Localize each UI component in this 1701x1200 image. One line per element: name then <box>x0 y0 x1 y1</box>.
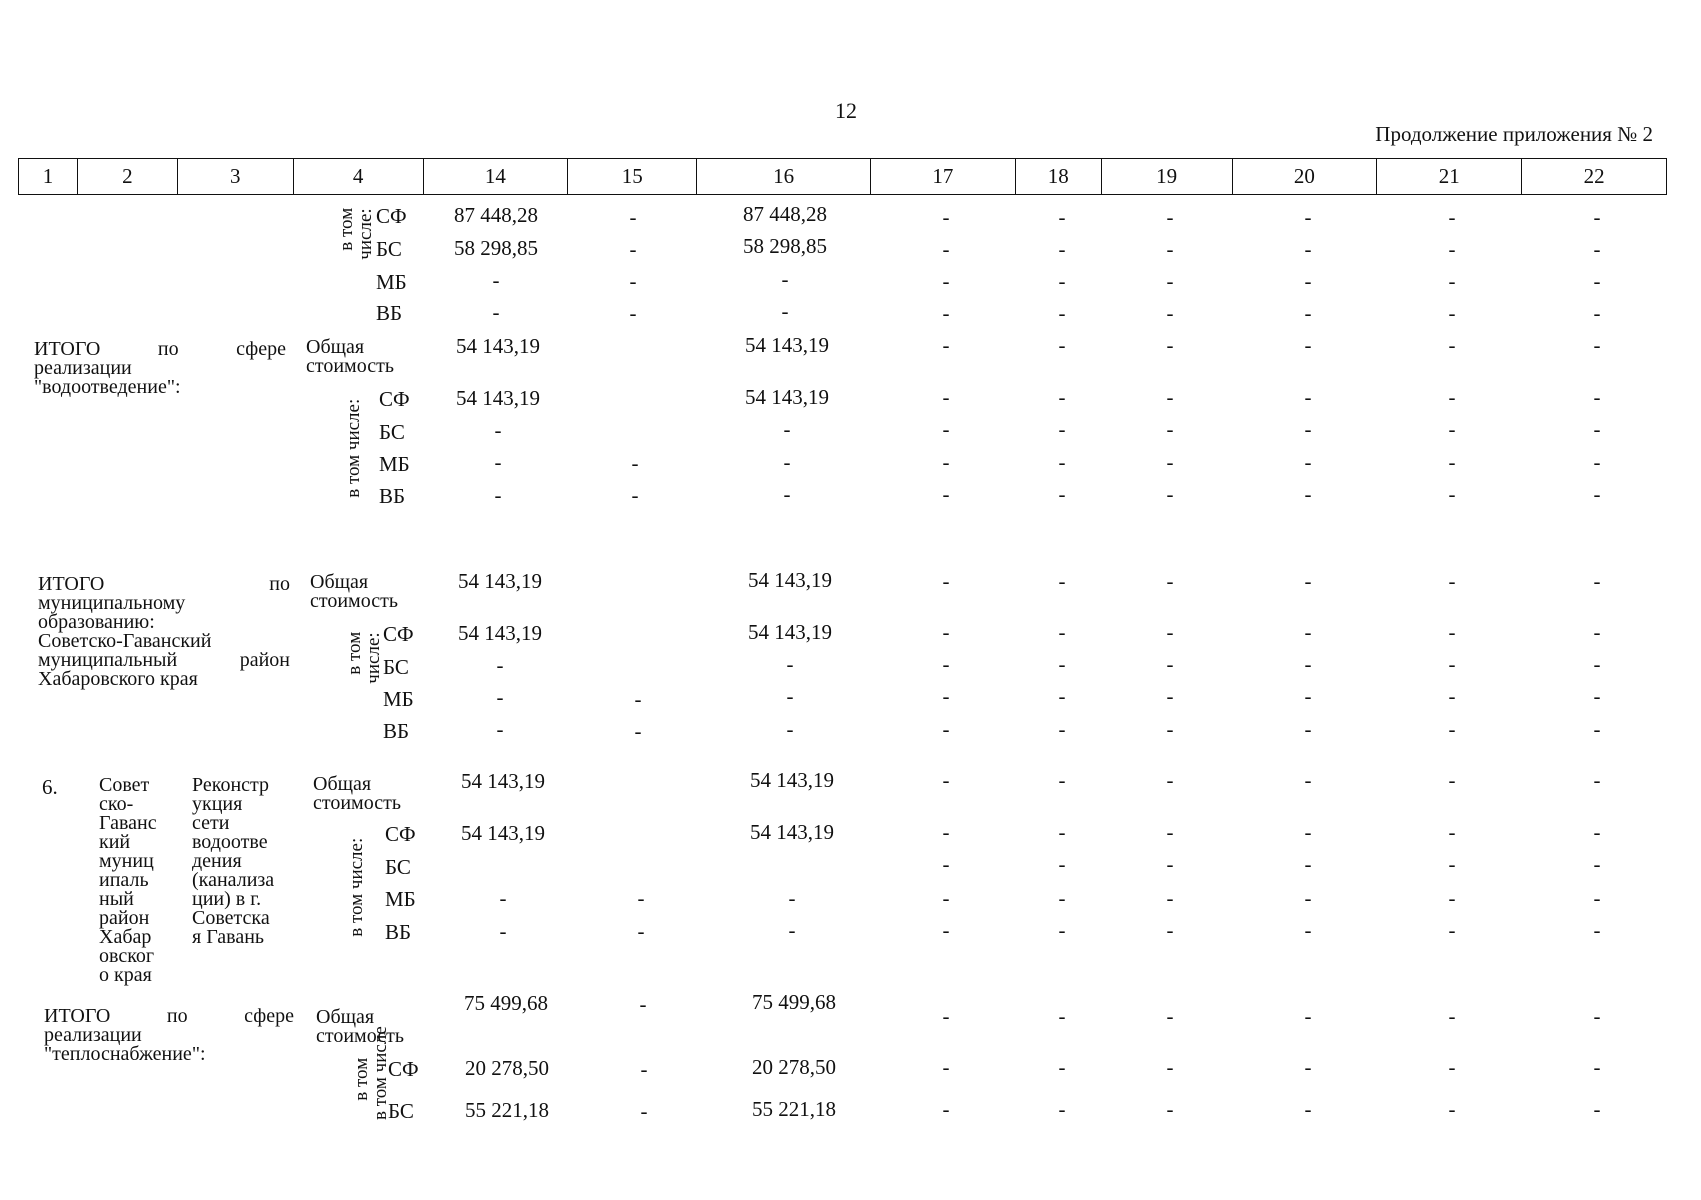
cell-dash: - <box>1448 569 1456 593</box>
incl-vertical-label: в том числе: <box>336 207 376 260</box>
header-cell: 1 <box>19 159 78 194</box>
cell-dash: - <box>1166 205 1174 229</box>
cell-dash: - <box>1058 1004 1066 1028</box>
cell-dash: - <box>942 1004 950 1028</box>
cell-dash: - <box>631 483 639 507</box>
cell-dash: - <box>640 1057 648 1081</box>
fund-label-vb: ВБ <box>379 484 406 508</box>
fund-label-vb: ВБ <box>376 301 403 325</box>
cell-dash: - <box>942 918 950 942</box>
cell-dash: - <box>1448 1055 1456 1079</box>
section-label-water-disposal: ИТОГО по сфере реализации "водоотведение": <box>34 338 286 398</box>
cell-dash: - <box>1058 684 1066 708</box>
cell-dash: - <box>637 919 645 943</box>
cell-dash: - <box>1593 569 1601 593</box>
cell-dash: - <box>1058 717 1066 741</box>
cell-dash: - <box>1448 482 1456 506</box>
cell-dash: - <box>942 820 950 844</box>
cell-dash: - <box>1593 918 1601 942</box>
cell-dash: - <box>1166 852 1174 876</box>
cell-dash: - <box>788 918 796 942</box>
appendix-title: Продолжение приложения № 2 <box>1375 122 1653 146</box>
cell-dash: - <box>1166 569 1174 593</box>
fund-label-mb: МБ <box>383 687 414 711</box>
cell-dash: - <box>1448 918 1456 942</box>
cell-dash: - <box>1304 385 1312 409</box>
cell-value: 54 143,19 <box>745 385 829 409</box>
fund-label-bs: БС <box>379 420 405 444</box>
cell-value: 54 143,19 <box>748 568 832 592</box>
fund-label-mb: МБ <box>385 887 416 911</box>
cell-dash: - <box>942 301 950 325</box>
section-label-municipal: ИТОГО по муниципальному образованию: Советско-Гаванский муниципальный район Хабаровского края <box>38 573 290 690</box>
fund-label-sf: СФ <box>388 1057 419 1081</box>
cell-dash: - <box>1304 1097 1312 1121</box>
cell-value: 20 278,50 <box>465 1056 549 1080</box>
cell-dash: - <box>942 852 950 876</box>
cell-dash: - <box>942 620 950 644</box>
cell-dash: - <box>942 269 950 293</box>
cell-dash: - <box>1058 1055 1066 1079</box>
cell-dash: - <box>942 1097 950 1121</box>
cell-value: 75 499,68 <box>752 990 836 1014</box>
cell-dash: - <box>639 992 647 1016</box>
cell-dash: - <box>1166 450 1174 474</box>
cell-dash: - <box>783 417 791 441</box>
cell-dash: - <box>1166 652 1174 676</box>
cell-dash: - <box>1593 1097 1601 1121</box>
cell-dash: - <box>1448 450 1456 474</box>
cell-dash: - <box>1448 652 1456 676</box>
item-project-name: Реконстр укция сети водоотве дения (канализа ции) в г. Советска я Гавань <box>192 774 275 948</box>
cell-dash: - <box>492 300 500 324</box>
cell-dash: - <box>1304 333 1312 357</box>
cell-dash: - <box>629 301 637 325</box>
cell-dash: - <box>942 417 950 441</box>
cell-value: 54 143,19 <box>458 569 542 593</box>
incl-vertical-label: в том числе: <box>344 631 384 684</box>
cell-value: 87 448,28 <box>743 202 827 226</box>
cell-value: 55 221,18 <box>465 1098 549 1122</box>
cell-dash: - <box>1304 450 1312 474</box>
cell-dash: - <box>1166 417 1174 441</box>
cell-dash: - <box>1058 620 1066 644</box>
total-cost-label: Общая стоимость <box>316 1006 404 1047</box>
total-cost-label: Общая стоимость <box>310 571 398 612</box>
cell-dash: - <box>942 717 950 741</box>
cell-dash: - <box>781 267 789 291</box>
header-cell: 14 <box>424 159 569 194</box>
cell-dash: - <box>942 768 950 792</box>
cell-dash: - <box>1593 333 1601 357</box>
cell-dash: - <box>1304 820 1312 844</box>
cell-dash: - <box>786 652 794 676</box>
cell-dash: - <box>629 237 637 261</box>
header-cell: 2 <box>78 159 178 194</box>
section-label-heat-supply: ИТОГО по сфере реализации "теплоснабжение": <box>44 1005 294 1065</box>
cell-dash: - <box>1166 820 1174 844</box>
cell-dash: - <box>1448 620 1456 644</box>
cell-dash: - <box>1304 886 1312 910</box>
cell-dash: - <box>1058 918 1066 942</box>
cell-dash: - <box>1448 886 1456 910</box>
cell-dash: - <box>942 205 950 229</box>
header-cell: 15 <box>568 159 697 194</box>
cell-dash: - <box>1058 482 1066 506</box>
cell-dash: - <box>1593 717 1601 741</box>
cell-dash: - <box>942 652 950 676</box>
cell-dash: - <box>1058 886 1066 910</box>
fund-label-sf: СФ <box>383 622 414 646</box>
cell-dash: - <box>1593 482 1601 506</box>
cell-value: 54 143,19 <box>461 769 545 793</box>
cell-dash: - <box>1304 652 1312 676</box>
cell-dash: - <box>786 684 794 708</box>
cell-dash: - <box>1448 301 1456 325</box>
cell-dash: - <box>1448 820 1456 844</box>
cell-dash: - <box>1058 301 1066 325</box>
cell-dash: - <box>1448 852 1456 876</box>
cell-dash: - <box>1166 1004 1174 1028</box>
cell-dash: - <box>637 886 645 910</box>
table-header-row <box>18 158 1667 195</box>
incl-vertical-label: в том в том числе <box>351 1026 391 1120</box>
cell-dash: - <box>1448 237 1456 261</box>
cell-dash: - <box>1058 417 1066 441</box>
cell-dash: - <box>1304 768 1312 792</box>
cell-dash: - <box>640 1099 648 1123</box>
cell-dash: - <box>494 418 502 442</box>
fund-label-sf: СФ <box>385 822 416 846</box>
cell-dash: - <box>629 205 637 229</box>
cell-dash: - <box>781 299 789 323</box>
cell-dash: - <box>1304 918 1312 942</box>
cell-value: 54 143,19 <box>456 334 540 358</box>
cell-dash: - <box>1058 269 1066 293</box>
header-cell: 16 <box>697 159 871 194</box>
cell-dash: - <box>942 482 950 506</box>
cell-dash: - <box>496 685 504 709</box>
header-cell: 21 <box>1377 159 1522 194</box>
cell-dash: - <box>1304 684 1312 708</box>
total-cost-label: Общая стоимость <box>306 336 394 377</box>
item-municipality-name: Совет ско- Гаванс кий муниц ипаль ный район Хабар овског о края <box>99 774 157 986</box>
cell-dash: - <box>942 333 950 357</box>
incl-vertical-label: в том числе: <box>343 398 364 498</box>
fund-label-vb: ВБ <box>385 920 412 944</box>
cell-dash: - <box>499 886 507 910</box>
cell-value: 54 143,19 <box>456 386 540 410</box>
cell-dash: - <box>1304 852 1312 876</box>
cell-dash: - <box>1304 417 1312 441</box>
cell-dash: - <box>634 687 642 711</box>
cell-dash: - <box>1166 333 1174 357</box>
cell-dash: - <box>631 451 639 475</box>
cell-dash: - <box>1166 684 1174 708</box>
cell-dash: - <box>1166 385 1174 409</box>
fund-label-bs: БС <box>383 655 409 679</box>
cell-value: 54 143,19 <box>458 621 542 645</box>
cell-dash: - <box>499 919 507 943</box>
cell-dash: - <box>1304 237 1312 261</box>
cell-dash: - <box>629 269 637 293</box>
cell-dash: - <box>1058 569 1066 593</box>
cell-dash: - <box>1058 768 1066 792</box>
cell-dash: - <box>1304 569 1312 593</box>
cell-dash: - <box>942 684 950 708</box>
cell-dash: - <box>1593 1055 1601 1079</box>
cell-dash: - <box>1448 417 1456 441</box>
cell-dash: - <box>1448 1004 1456 1028</box>
cell-value: 55 221,18 <box>752 1097 836 1121</box>
cell-value: 54 143,19 <box>745 333 829 357</box>
cell-dash: - <box>783 450 791 474</box>
header-cell: 4 <box>294 159 424 194</box>
cell-dash: - <box>1058 450 1066 474</box>
cell-dash: - <box>1304 1055 1312 1079</box>
fund-label-vb: ВБ <box>383 719 410 743</box>
header-cell: 19 <box>1102 159 1233 194</box>
cell-dash: - <box>1593 385 1601 409</box>
cell-dash: - <box>1593 450 1601 474</box>
cell-dash: - <box>1166 768 1174 792</box>
cell-value: 58 298,85 <box>743 234 827 258</box>
cell-dash: - <box>634 719 642 743</box>
cell-dash: - <box>1166 1097 1174 1121</box>
cell-dash: - <box>1593 237 1601 261</box>
header-cell: 3 <box>178 159 294 194</box>
cell-dash: - <box>1304 482 1312 506</box>
cell-dash: - <box>1166 237 1174 261</box>
header-cell: 20 <box>1233 159 1378 194</box>
header-cell: 22 <box>1583 164 1605 188</box>
cell-dash: - <box>1448 1097 1456 1121</box>
cell-dash: - <box>1166 482 1174 506</box>
cell-dash: - <box>1058 237 1066 261</box>
cell-dash: - <box>1448 385 1456 409</box>
item-number: 6. <box>42 775 58 799</box>
cell-dash: - <box>1058 205 1066 229</box>
fund-label-bs: БС <box>385 855 411 879</box>
cell-dash: - <box>788 886 796 910</box>
cell-dash: - <box>1593 820 1601 844</box>
cell-dash: - <box>1593 620 1601 644</box>
cell-dash: - <box>1593 417 1601 441</box>
cell-dash: - <box>1448 269 1456 293</box>
header-cell: 18 <box>1016 159 1102 194</box>
cell-dash: - <box>1448 333 1456 357</box>
fund-label-sf: СФ <box>376 204 407 228</box>
cell-value: 20 278,50 <box>752 1055 836 1079</box>
fund-label-bs: БС <box>388 1099 414 1123</box>
cell-dash: - <box>1166 301 1174 325</box>
cell-dash: - <box>1166 620 1174 644</box>
cell-dash: - <box>786 717 794 741</box>
page-number: 12 <box>835 98 857 123</box>
incl-vertical-label: в том числе: <box>346 837 367 937</box>
header-cell: 17 <box>871 159 1016 194</box>
cell-dash: - <box>1448 768 1456 792</box>
cell-dash: - <box>942 886 950 910</box>
fund-label-bs: БС <box>376 237 402 261</box>
cell-dash: - <box>1166 918 1174 942</box>
cell-dash: - <box>942 450 950 474</box>
cell-value: 54 143,19 <box>750 768 834 792</box>
cell-dash: - <box>1166 886 1174 910</box>
cell-value: 54 143,19 <box>748 620 832 644</box>
fund-label-mb: МБ <box>376 270 407 294</box>
cell-dash: - <box>1058 652 1066 676</box>
cell-dash: - <box>942 385 950 409</box>
cell-dash: - <box>1166 269 1174 293</box>
cell-dash: - <box>494 483 502 507</box>
cell-dash: - <box>1304 269 1312 293</box>
cell-value: 58 298,85 <box>454 236 538 260</box>
cell-dash: - <box>1304 205 1312 229</box>
cell-dash: - <box>1058 385 1066 409</box>
cell-dash: - <box>1058 852 1066 876</box>
cell-dash: - <box>1593 652 1601 676</box>
cell-dash: - <box>1058 1097 1066 1121</box>
cell-dash: - <box>1304 1004 1312 1028</box>
cell-value: 54 143,19 <box>750 820 834 844</box>
cell-value: 87 448,28 <box>454 203 538 227</box>
cell-dash: - <box>1058 820 1066 844</box>
fund-label-sf: СФ <box>379 387 410 411</box>
cell-dash: - <box>492 268 500 292</box>
cell-dash: - <box>1448 205 1456 229</box>
cell-dash: - <box>496 653 504 677</box>
cell-dash: - <box>942 237 950 261</box>
cell-dash: - <box>1448 684 1456 708</box>
cell-dash: - <box>1593 886 1601 910</box>
cell-dash: - <box>496 717 504 741</box>
fund-label-mb: МБ <box>379 452 410 476</box>
cell-dash: - <box>942 1055 950 1079</box>
cell-dash: - <box>494 450 502 474</box>
cell-dash: - <box>1593 1004 1601 1028</box>
cell-dash: - <box>1304 717 1312 741</box>
cell-dash: - <box>1593 205 1601 229</box>
cell-dash: - <box>1166 717 1174 741</box>
cell-dash: - <box>1058 333 1066 357</box>
cell-dash: - <box>783 482 791 506</box>
cell-dash: - <box>1593 852 1601 876</box>
cell-dash: - <box>1304 301 1312 325</box>
cell-dash: - <box>1593 684 1601 708</box>
cell-dash: - <box>1304 620 1312 644</box>
cell-dash: - <box>1166 1055 1174 1079</box>
cell-value: 75 499,68 <box>464 991 548 1015</box>
cell-dash: - <box>1593 269 1601 293</box>
cell-dash: - <box>1593 768 1601 792</box>
cell-dash: - <box>1593 301 1601 325</box>
total-cost-label: Общая стоимость <box>313 773 401 814</box>
cell-dash: - <box>1448 717 1456 741</box>
cell-dash: - <box>942 569 950 593</box>
cell-value: 54 143,19 <box>461 821 545 845</box>
